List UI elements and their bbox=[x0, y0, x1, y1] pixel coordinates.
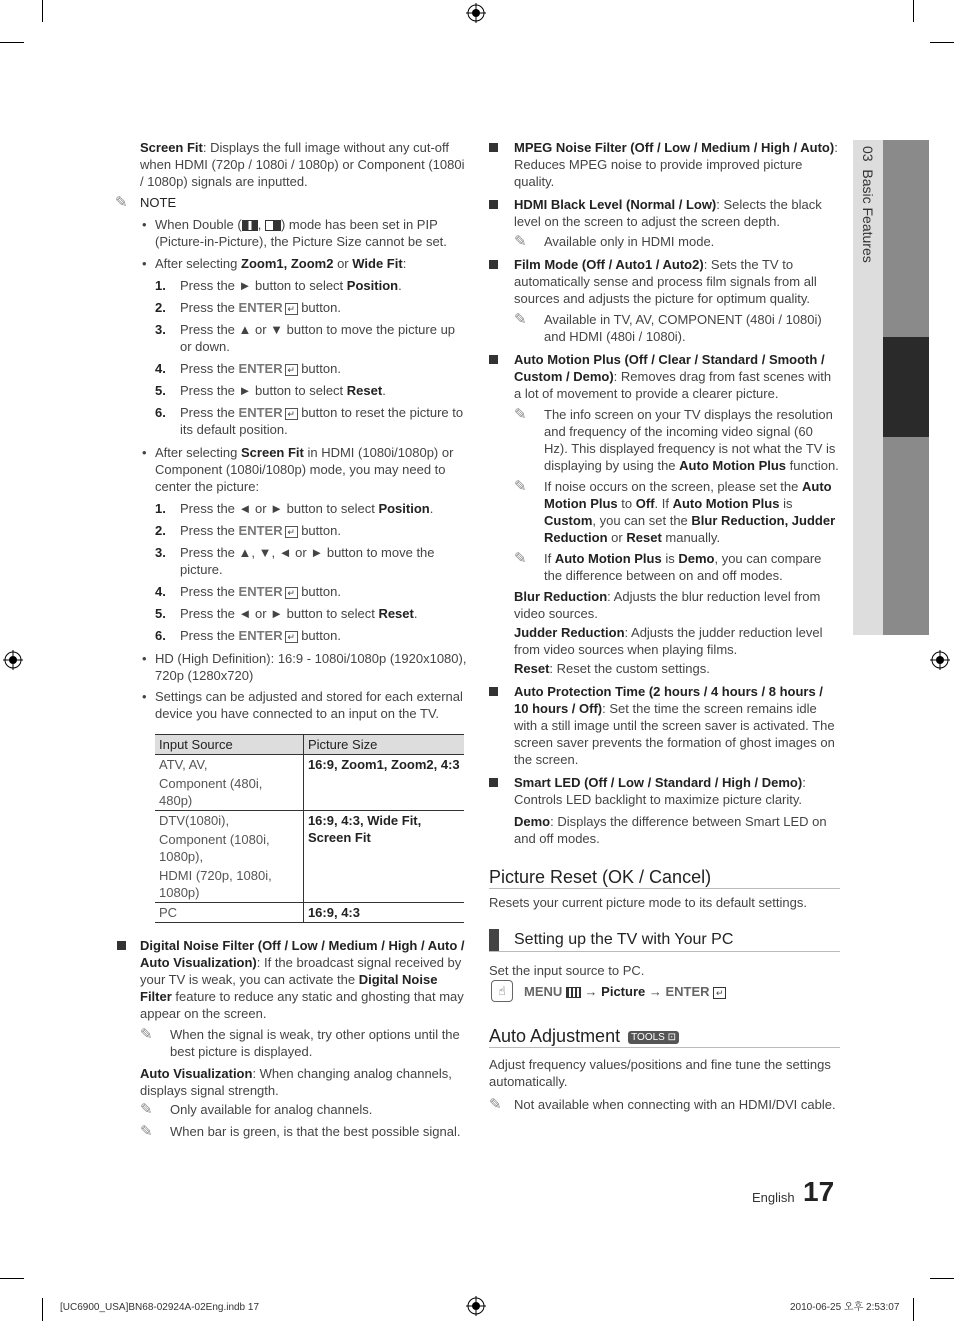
step-number: 2. bbox=[155, 300, 166, 315]
note-pencil-icon: ✎ bbox=[514, 478, 527, 495]
auto-protection-time: Auto Protection Time (2 hours / 4 hours / 8 hours / 10 hours / Off): Set the time the screen remains idle with a still image until the screen saver is activated. The screen saver prevents the formation of ghost images on the screen. bbox=[489, 683, 840, 768]
double-mode-icon bbox=[242, 220, 258, 231]
page-number: 17 bbox=[803, 1176, 835, 1207]
list-item: • After selecting Zoom1, Zoom2 or Wide Fit: bbox=[142, 256, 407, 271]
note: ✎ If Auto Motion Plus is Demo, you can compare the difference between on and off modes. bbox=[514, 550, 822, 583]
menu-icon bbox=[566, 987, 581, 998]
step-item: 2. Press the ENTER ↵ button. bbox=[155, 523, 341, 538]
note-pencil-icon: ✎ bbox=[514, 233, 527, 250]
step-item: 1. Press the ◄ or ► button to select Position. bbox=[155, 501, 434, 516]
step-number: 3. bbox=[155, 545, 166, 560]
steps-list bbox=[140, 277, 467, 438]
demo-desc: Demo: Displays the difference between Smart LED on and off modes. bbox=[514, 814, 827, 846]
bullet-square-icon bbox=[117, 941, 126, 950]
table-cell: DTV(1080i), Component (1080i, 1080p), HDMI (720p, 1080i, 1080p) bbox=[155, 811, 303, 903]
auto-motion-plus: Auto Motion Plus (Off / Clear / Standard / Smooth / Custom / Demo): Removes drag from fast scenes with a lot of movement to provide a clearer picture. ✎ The info screen on your TV displays the resolution and frequency of the incoming video signal (60 Hz). This displayed frequency is not what the TV is displaying by using the Auto Motion Plus function. ✎ If noise occurs on the screen, please set the Auto Motion Plus to Off. If Auto Motion Plus is Custom, you can set the Blur Reduction, Judder Reduction or Reset manually. ✎ If Auto Motion Plus is Demo, you can compare the difference between on and off modes. Blur Reduction: Adjusts the blur reduction level from video sources. Judder Reduction: Adjusts the judder reduction level from video sources when playing films. Reset: Reset the custom settings. bbox=[489, 351, 840, 677]
mpeg-noise-filter: MPEG Noise Filter (Off / Low / Medium / High / Auto): Reduces MPEG noise to provide improved picture quality. bbox=[489, 139, 840, 190]
digital-noise-filter: Digital Noise Filter (Off / Low / Medium / High / Auto / Auto Visualization): If the broadcast signal received by your TV is weak, you can activate the Digital Noise Filter feature to reduce any static and ghosting that may appear on the screen. ✎ When the signal is weak, try other options until the best picture is displayed. Auto Visualization: When changing analog channels, displays signal strength. ✎ Only available for analog channels. ✎ When bar is green, is that the best possible signal. bbox=[115, 937, 467, 1140]
footer-file: [UC6900_USA]BN68-02924A-02Eng.indb 17 bbox=[60, 1302, 260, 1313]
note-pencil-icon: ✎ bbox=[514, 311, 527, 328]
note-pencil-icon: ✎ bbox=[140, 1101, 153, 1118]
footer-language: English bbox=[752, 1190, 795, 1205]
step-number: 4. bbox=[155, 584, 166, 599]
note-pencil-icon: ✎ bbox=[115, 194, 128, 211]
double-mode-icon bbox=[265, 220, 281, 231]
picture-size-table bbox=[155, 734, 464, 923]
step-item: 3. Press the ▲ or ▼ button to move the picture up or down. bbox=[155, 322, 456, 354]
bullet-list bbox=[140, 216, 467, 923]
picture-reset-heading: Picture Reset (OK / Cancel) bbox=[489, 869, 840, 889]
step-number: 1. bbox=[155, 501, 166, 516]
auto-adjustment-heading: Auto Adjustment TOOLS ⊡ bbox=[489, 1028, 840, 1048]
table-cell: 16:9, 4:3 bbox=[303, 903, 464, 923]
tools-icon: TOOLS ⊡ bbox=[628, 1031, 679, 1044]
note: ✎ Available only in HDMI mode. bbox=[514, 233, 715, 250]
register-mark-icon bbox=[466, 1296, 486, 1316]
step-item: 4. Press the ENTER ↵ button. bbox=[155, 361, 341, 376]
step-item: 3. Press the ▲, ▼, ◄ or ► button to move the picture. bbox=[155, 545, 435, 577]
steps-list bbox=[140, 500, 467, 644]
enter-icon: ↵ bbox=[285, 303, 298, 315]
step-item: 2. Press the ENTER ↵ button. bbox=[155, 300, 341, 315]
enter-icon: ↵ bbox=[713, 987, 726, 999]
film-mode: Film Mode (Off / Auto1 / Auto2): Sets the TV to automatically sense and process film signals from all sources and adjusts the picture for optimum quality. ✎ Available in TV, AV, COMPONENT (480i / 1080i) and HDMI (480i / 1080i). bbox=[489, 256, 840, 345]
step-number: 5. bbox=[155, 383, 166, 398]
step-number: 6. bbox=[155, 405, 166, 420]
list-item: • HD (High Definition): 16:9 - 1080i/1080p (1920x1080), 720p (1280x720) bbox=[142, 651, 467, 683]
table-row bbox=[155, 755, 464, 811]
heading-bar bbox=[489, 929, 499, 951]
setup-pc-heading: Setting up the TV with Your PC bbox=[489, 929, 840, 952]
side-tab-block-top bbox=[883, 140, 929, 337]
step-number: 2. bbox=[155, 523, 166, 538]
auto-visualization-desc: Auto Visualization: When changing analog channels, displays signal strength. bbox=[140, 1066, 452, 1098]
note-pencil-icon: ✎ bbox=[140, 1026, 153, 1043]
bullet-square-icon bbox=[489, 355, 498, 364]
step-item: 5. Press the ► button to select Reset. bbox=[155, 383, 386, 398]
note: ✎ Only available for analog channels. bbox=[140, 1101, 373, 1118]
remote-hand-icon: ☝ bbox=[491, 980, 513, 1002]
picture-reset-desc: Resets your current picture mode to its default settings. bbox=[489, 895, 807, 910]
auto-adjustment-desc: Adjust frequency values/positions and fine tune the settings automatically. bbox=[489, 1057, 831, 1089]
note-pencil-icon: ✎ bbox=[514, 406, 527, 423]
step-item: 5. Press the ◄ or ► button to select Reset. bbox=[155, 606, 418, 621]
table-cell: PC bbox=[155, 903, 303, 923]
side-tab-label bbox=[858, 146, 878, 346]
table-cell: 16:9, Zoom1, Zoom2, 4:3 bbox=[303, 755, 464, 811]
enter-icon: ↵ bbox=[285, 408, 298, 420]
table-row bbox=[155, 903, 464, 923]
screen-fit-desc: Screen Fit: Displays the full image without any cut-off when HDMI (720p / 1080i / 1080p) or Component (1080i / 1080p) signals are inputted. bbox=[140, 140, 465, 189]
right-column bbox=[489, 139, 840, 1113]
step-number: 5. bbox=[155, 606, 166, 621]
table-cell: 16:9, 4:3, Wide Fit, Screen Fit bbox=[303, 811, 464, 903]
enter-icon: ↵ bbox=[285, 587, 298, 599]
setup-pc-desc: Set the input source to PC. bbox=[489, 963, 645, 978]
step-item: 6. Press the ENTER ↵ button to reset the picture to its default position. bbox=[155, 405, 464, 437]
table-cell: ATV, AV, Component (480i, 480p) bbox=[155, 755, 303, 811]
step-number: 1. bbox=[155, 278, 166, 293]
list-item: • When Double ( , ) mode has been set in PIP (Picture-in-Picture), the Picture Size cannot be set. bbox=[142, 217, 447, 249]
note: ✎ The info screen on your TV displays the resolution and frequency of the incoming video signal (60 Hz). This displayed frequency is not what the TV is displaying by using the Auto Motion Plus function. bbox=[514, 406, 839, 473]
register-mark-icon bbox=[930, 650, 950, 670]
step-item: 4. Press the ENTER ↵ button. bbox=[155, 584, 341, 599]
list-item: • After selecting Screen Fit in HDMI (1080i/1080p) or Component (1080i/1080p) mode, you may need to center the picture: bbox=[142, 445, 454, 494]
reset-desc: Reset: Reset the custom settings. bbox=[514, 661, 710, 676]
table-header: Picture Size bbox=[303, 735, 464, 755]
step-number: 3. bbox=[155, 322, 166, 337]
note: ✎ Not available when connecting with an HDMI/DVI cable. bbox=[489, 1096, 836, 1113]
bullet-square-icon bbox=[489, 778, 498, 787]
step-item: 1. Press the ► button to select Position. bbox=[155, 278, 402, 293]
bullet-square-icon bbox=[489, 200, 498, 209]
note: ✎ Available in TV, AV, COMPONENT (480i / 1080i) and HDMI (480i / 1080i). bbox=[514, 311, 822, 344]
register-mark-icon bbox=[466, 3, 486, 23]
menu-path: ☝ MENU → Picture → ENTER ↵ bbox=[489, 983, 840, 1000]
judder-reduction-desc: Judder Reduction: Adjusts the judder reduction level from video sources when playing films. bbox=[514, 625, 823, 657]
bullet-square-icon bbox=[489, 143, 498, 152]
smart-led: Smart LED (Off / Low / Standard / High / Demo): Controls LED backlight to maximize picture clarity. Demo: Displays the difference between Smart LED on and off modes. bbox=[489, 774, 840, 847]
chapter-number: 03 bbox=[860, 146, 876, 162]
note-pencil-icon: ✎ bbox=[489, 1096, 502, 1113]
side-tab-block-bottom bbox=[883, 437, 929, 635]
hdmi-black-level: HDMI Black Level (Normal / Low): Selects the black level on the screen to adjust the screen depth. ✎ Available only in HDMI mode. bbox=[489, 196, 840, 250]
step-item: 6. Press the ENTER ↵ button. bbox=[155, 628, 341, 643]
step-number: 6. bbox=[155, 628, 166, 643]
note: ✎ If noise occurs on the screen, please set the Auto Motion Plus to Off. If Auto Motion Plus is Custom, you can set the Blur Reduction, Judder Reduction or Reset manually. bbox=[514, 478, 836, 545]
chapter-title: Basic Features bbox=[860, 169, 876, 263]
note-pencil-icon: ✎ bbox=[514, 550, 527, 567]
left-column bbox=[115, 139, 467, 1140]
table-header: Input Source bbox=[155, 735, 303, 755]
bullet-square-icon bbox=[489, 260, 498, 269]
blur-reduction-desc: Blur Reduction: Adjusts the blur reduction level from video sources. bbox=[514, 589, 821, 621]
note: ✎ When the signal is weak, try other options until the best picture is displayed. bbox=[140, 1026, 460, 1059]
enter-icon: ↵ bbox=[285, 631, 298, 643]
note: ✎ When bar is green, is that the best possible signal. bbox=[140, 1123, 461, 1140]
footer-date: 2010-06-25 오후 2:53:07 bbox=[790, 1302, 900, 1313]
table-row bbox=[155, 811, 464, 903]
register-mark-icon bbox=[3, 650, 23, 670]
enter-icon: ↵ bbox=[285, 364, 298, 376]
note-pencil-icon: ✎ bbox=[140, 1123, 153, 1140]
step-number: 4. bbox=[155, 361, 166, 376]
list-item: • Settings can be adjusted and stored for each external device you have connected to an input on the TV. bbox=[142, 689, 463, 721]
bullet-square-icon bbox=[489, 687, 498, 696]
enter-icon: ↵ bbox=[285, 526, 298, 538]
side-tab-block-active bbox=[883, 337, 929, 437]
note-heading: ✎ NOTE bbox=[115, 194, 177, 211]
